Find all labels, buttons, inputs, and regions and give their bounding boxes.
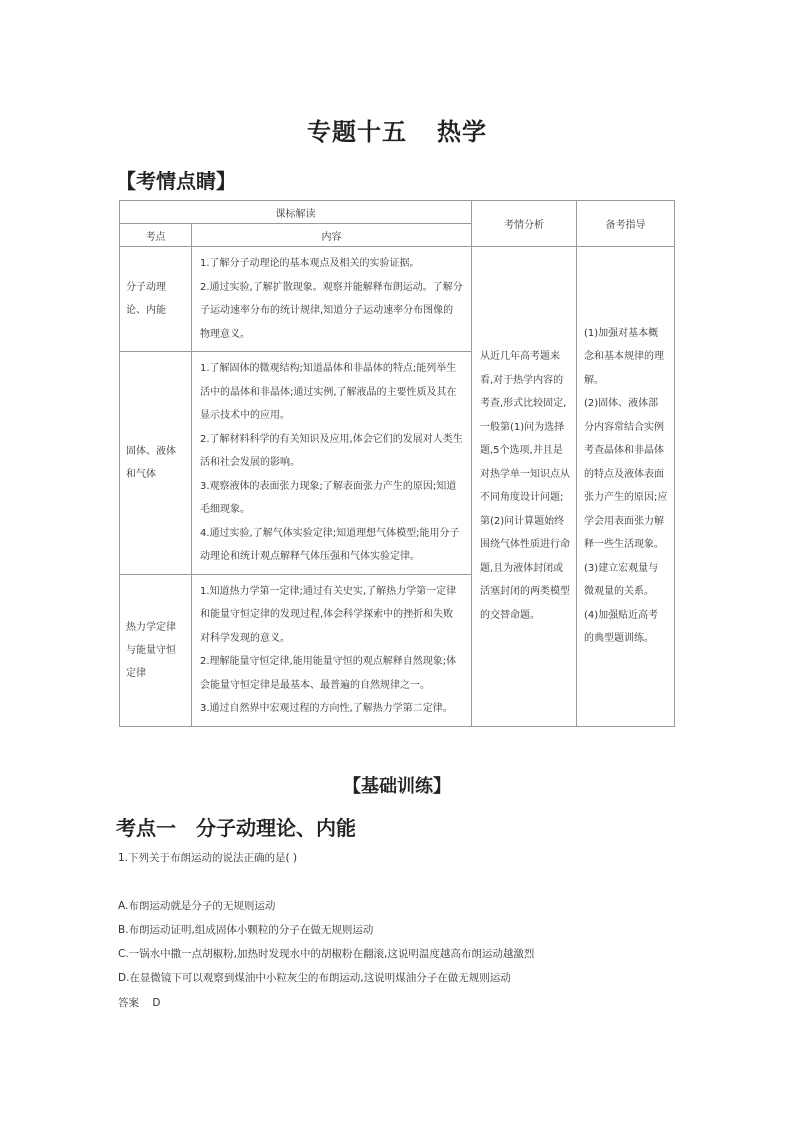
section-heading-overview: 【考情点睛】 bbox=[116, 169, 236, 193]
content-item: 2.了解材料科学的有关知识及应用,体会它们的发展对人类生活和社会发展的影响。 bbox=[200, 433, 463, 468]
analysis-cell: 从近几年高考题来看,对于热学内容的考查,形式比较固定,一般第(1)问为选择题,5个选项,并且是对热学单一知识点从不同角度设计问题;第(2)问计算题始终围绕气体性质进行命题,且为液体封闭或活塞封闭的两类模型的交替命题。 bbox=[472, 247, 577, 727]
content-item: 2.理解能量守恒定律,能用能量守恒的观点解释自然现象;体会能量守恒定律是最基本、最普遍的自然规律之一。 bbox=[200, 656, 457, 691]
section-heading-practice: 【基础训练】 bbox=[343, 776, 451, 797]
guide-item: (1)加强对基本概念和基本规律的理解。 bbox=[584, 327, 664, 386]
guide-cell bbox=[577, 247, 675, 727]
content-item: 1.了解分子动理论的基本观点及相关的实验证据。 bbox=[200, 258, 420, 269]
content-cell bbox=[192, 352, 472, 575]
content-item: 3.通过自然界中宏观过程的方向性,了解热力学第二定律。 bbox=[200, 703, 453, 714]
header-analysis: 考情分析 bbox=[472, 201, 577, 247]
content-cell bbox=[192, 247, 472, 352]
knowledge-point-heading: 考点一 分子动理论、内能 bbox=[116, 816, 356, 840]
content-item: 1.知道热力学第一定律;通过有关史实,了解热力学第一定律和能量守恒定律的发现过程,体会科学探索中的挫折和失败对科学发现的意义。 bbox=[200, 585, 457, 644]
option-c: C.一锅水中撒一点胡椒粉,加热时发现水中的胡椒粉在翻滚,这说明温度越高布朗运动越激烈 bbox=[118, 948, 535, 960]
content-item: 4.通过实验,了解气体实验定律;知道理想气体模型;能用分子动理论和统计观点解释气体压强和气体实验定律。 bbox=[200, 527, 460, 562]
header-content: 内容 bbox=[192, 224, 472, 247]
option-d: D.在显微镜下可以观察到煤油中小粒灰尘的布朗运动,这说明煤油分子在做无规则运动 bbox=[118, 972, 511, 984]
header-guide: 备考指导 bbox=[577, 201, 675, 247]
topic-cell: 固体、液体和气体 bbox=[120, 352, 192, 575]
curriculum-table bbox=[119, 200, 675, 727]
option-a: A.布朗运动就是分子的无规则运动 bbox=[118, 900, 276, 912]
content-item: 2.通过实验,了解扩散现象。观察并能解释布朗运动。了解分子运动速率分布的统计规律,知道分子运动速率分布图像的物理意义。 bbox=[200, 281, 463, 340]
content-item: 3.观察液体的表面张力现象;了解表面张力产生的原因;知道毛细现象。 bbox=[200, 480, 457, 515]
question-stem: 1.下列关于布朗运动的说法正确的是( ) bbox=[118, 852, 298, 864]
content-item: 1.了解固体的微观结构;知道晶体和非晶体的特点;能列举生活中的晶体和非晶体;通过实例,了解液晶的主要性质及其在显示技术中的应用。 bbox=[200, 363, 457, 421]
header-topic: 考点 bbox=[120, 224, 192, 247]
guide-item: (2)固体、液体部分内容常结合实例考查晶体和非晶体的特点及液体表面张力产生的原因;应学会用表面张力解释一些生活现象。 bbox=[584, 398, 668, 551]
guide-item: (3)建立宏观量与微观量的关系。 bbox=[584, 562, 659, 598]
option-b: B.布朗运动证明,组成固体小颗粒的分子在做无规则运动 bbox=[118, 924, 374, 936]
answer-line: 答案 D bbox=[118, 997, 161, 1009]
content-cell bbox=[192, 574, 472, 726]
topic-cell: 热力学定律与能量守恒定律 bbox=[120, 574, 192, 726]
table-row bbox=[120, 247, 675, 352]
page-title: 专题十五 热学 bbox=[307, 118, 487, 146]
header-standards: 课标解读 bbox=[120, 201, 472, 224]
topic-cell: 分子动理论、内能 bbox=[120, 247, 192, 352]
guide-item: (4)加强贴近高考的典型题训练。 bbox=[584, 609, 659, 645]
